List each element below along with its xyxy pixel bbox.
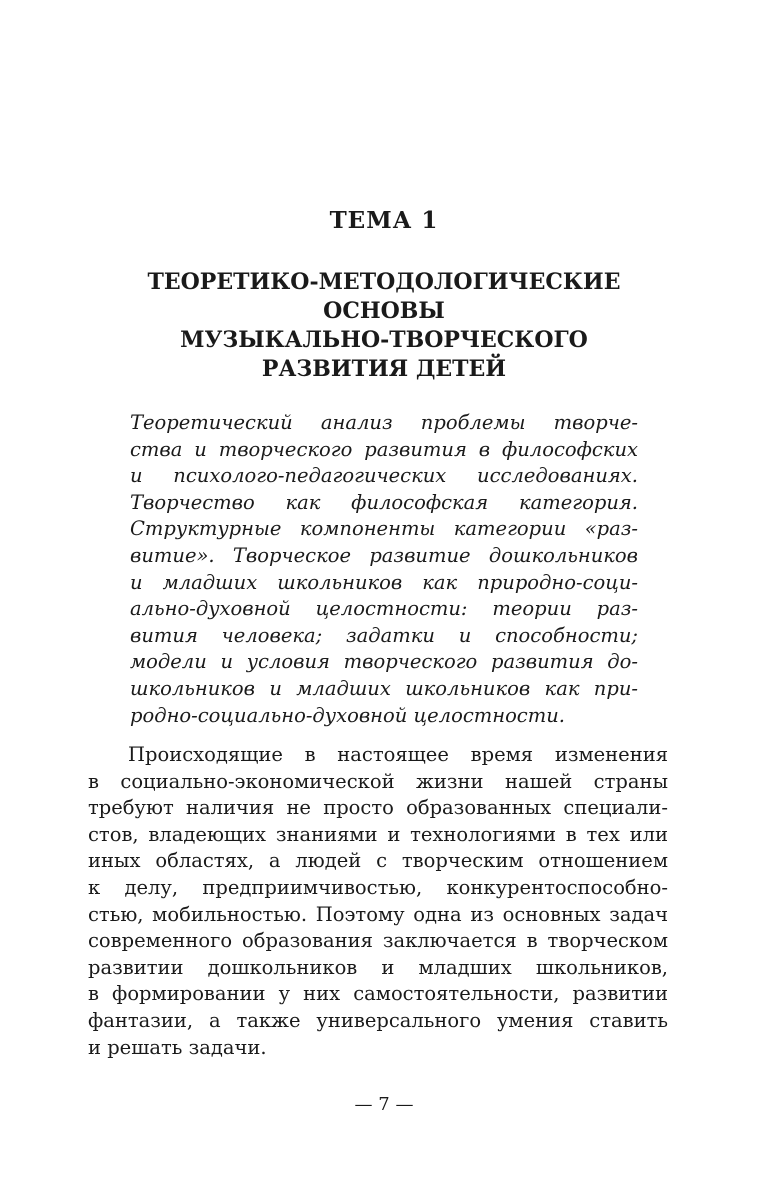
title-line: ОСНОВЫ (323, 298, 445, 324)
abstract-line: Теоретический анализ проблемы творче- (130, 411, 638, 434)
body-line: развитии дошкольников и младших школьников, (88, 955, 668, 979)
body-line: к делу, предприимчивостью, конкурентоспособно- (88, 875, 668, 899)
abstract-line: родно-социально-духовной целостности. (130, 703, 565, 727)
abstract-line: ства и творческого развития в философских (130, 437, 638, 461)
body-paragraph (88, 742, 668, 1061)
topic-heading: ТЕМА 1 (329, 207, 439, 234)
body-line: фантазии, а также универсального умения ставить (88, 1008, 668, 1032)
body-line: иных областях, а людей с творческим отношением (88, 849, 668, 873)
chapter-abstract (130, 410, 638, 729)
body-line: стью, мобильностью. Поэтому одна из основных задач (88, 902, 668, 926)
chapter-title (100, 268, 668, 384)
abstract-line: школьников и младших школьников как при- (130, 676, 638, 700)
body-line: стов, владеющих знаниями и технологиями в тех или (88, 822, 668, 846)
abstract-line: модели и условия творческого развития до- (130, 650, 638, 674)
abstract-line: Творчество как философская категория. (130, 490, 638, 514)
body-line: в социально-экономической жизни нашей страны (88, 769, 668, 793)
abstract-line: витие». Творческое развитие дошкольников (130, 543, 638, 567)
abstract-line: Структурные компоненты категории «раз- (130, 517, 638, 541)
body-line: в формировании у них самостоятельности, развитии (88, 982, 668, 1006)
body-line: современного образования заключается в творческом (88, 929, 668, 953)
title-line: ТЕОРЕТИКО-МЕТОДОЛОГИЧЕСКИЕ (147, 269, 621, 295)
abstract-line: ально-духовной целостности: теории раз- (130, 597, 638, 621)
abstract-line: вития человека; задатки и способности; (130, 623, 638, 647)
abstract-line: и психолого-педагогических исследованиях. (130, 464, 638, 488)
abstract-line: и младших школьников как природно-соци- (130, 570, 638, 594)
page-number: — 7 — (354, 1094, 414, 1115)
title-line: РАЗВИТИЯ ДЕТЕЙ (261, 356, 507, 382)
body-line: и решать задачи. (88, 1035, 267, 1059)
body-line: Происходящие в настоящее время изменения (128, 743, 668, 766)
body-line: требуют наличия не просто образованных специали- (88, 796, 668, 820)
title-line: МУЗЫКАЛЬНО-ТВОРЧЕСКОГО (180, 327, 588, 353)
